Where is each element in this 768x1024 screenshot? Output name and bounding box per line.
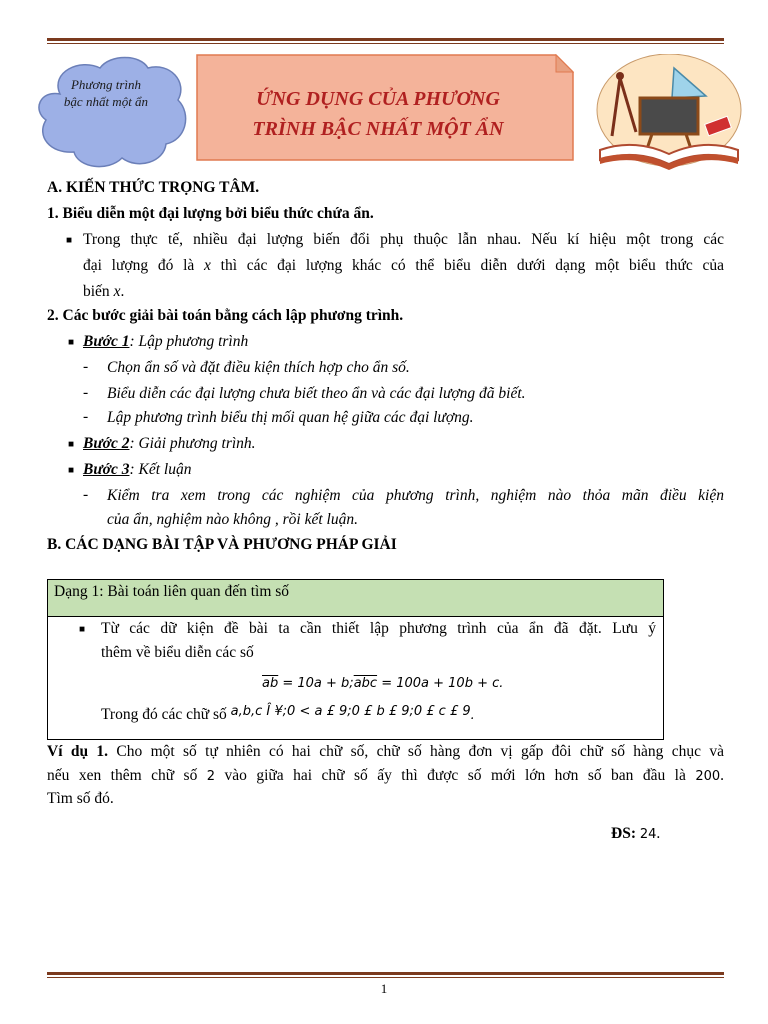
example-line3: Tìm số đó. <box>47 790 114 807</box>
math-tools-illustration <box>594 54 744 172</box>
variable-x-2: x <box>113 283 121 300</box>
step2-label: Bước 2 <box>83 435 130 452</box>
cloud-shape <box>30 54 190 172</box>
subheading-2: 2. Các bước giải bài toán bằng cách lập phương trình. <box>47 307 404 324</box>
step1-label: Bước 1 <box>83 333 130 350</box>
step2 <box>83 434 760 454</box>
example-line2-end: . <box>720 767 725 784</box>
example-line2-a: nếu xen thêm chữ số <box>47 767 198 784</box>
page-number: 1 <box>380 981 388 996</box>
digits-prefix: Trong đó các chữ số <box>101 706 227 723</box>
digits-math: a,b,c Î ¥;0 < a £ 9;0 £ b £ 9;0 £ c £ 9 <box>230 704 471 719</box>
formula-ab: $\overline{ab}$ <box>262 676 279 691</box>
example-label: Ví dụ 1. <box>47 743 109 760</box>
example-line2 <box>47 766 724 787</box>
digits-condition <box>101 705 768 726</box>
step3-item-line1: Kiểm tra xem trong các nghiệm của phương trình, nghiệm nào thỏa mãn điều kiện <box>107 487 724 504</box>
bullet-text-line3-a: biến <box>83 283 110 300</box>
bullet-text-line2 <box>83 256 724 276</box>
cloud-label: Phương trình bậc nhất một ẩn <box>63 77 149 109</box>
step3-item-line2: của ẩn, nghiệm nào không , rồi kết luận. <box>107 511 358 528</box>
step1-item-1: Chọn ẩn số và đặt điều kiện thích hợp cho ẩn số. <box>107 359 410 376</box>
step2-text: : Giải phương trình. <box>129 435 256 452</box>
method-box-title: Dạng 1: Bài toán liên quan đến tìm số <box>54 583 290 600</box>
formula-end: = 100a + 10b + c <box>377 676 500 691</box>
dash-marker: - <box>83 384 89 401</box>
dash-marker: - <box>83 358 89 375</box>
subheading-1: 1. Biểu diễn một đại lượng bởi biểu thức chứa ẩn. <box>47 205 374 222</box>
dash-marker: - <box>83 486 89 503</box>
bullet-text-line2-b: thì các đại lượng khác có thể biểu diễn dưới dạng một biểu thức của <box>220 257 725 274</box>
step1 <box>83 332 760 352</box>
bullet-text-line3 <box>83 282 724 302</box>
example-line1-text: Cho một số tự nhiên có hai chữ số, chữ số hàng đơn vị gấp đôi chữ số hàng chục và <box>116 743 724 760</box>
step3 <box>83 460 760 480</box>
variable-x: x <box>204 257 211 274</box>
step1-text: : Lập phương trình <box>129 333 249 350</box>
square-bullet-icon: ■ <box>68 337 75 348</box>
formula-dot: . <box>499 676 504 691</box>
bullet-text-line3-b: . <box>120 283 125 300</box>
square-bullet-icon: ■ <box>68 439 75 450</box>
dash-marker: - <box>83 408 89 425</box>
answer <box>611 824 724 845</box>
number-formula <box>262 673 768 694</box>
box-bullet-line2: thêm về biểu diễn các số <box>101 644 254 661</box>
step3-text: : Kết luận <box>129 461 192 478</box>
example-number-200: 200 <box>695 769 721 784</box>
step1-item-2: Biểu diễn các đại lượng chưa biết theo ẩn và các đại lượng đã biết. <box>107 385 526 402</box>
top-rule <box>47 38 724 44</box>
example-line1 <box>47 742 724 762</box>
box-bullet-line1: Từ các dữ kiện đề bài ta cần thiết lập phương trình của ẩn đã đặt. Lưu ý <box>101 620 656 637</box>
square-bullet-icon: ■ <box>66 235 73 246</box>
blackboard-icon <box>640 98 698 134</box>
section-a-heading: A. KIẾN THỨC TRỌNG TÂM. <box>47 179 260 196</box>
bullet-text-line2-a: đại lượng đó là <box>83 257 195 274</box>
bottom-rule <box>47 972 724 978</box>
section-b-heading: B. CÁC DẠNG BÀI TẬP VÀ PHƯƠNG PHÁP GIẢI <box>47 536 397 553</box>
answer-dot: . <box>656 825 661 842</box>
formula-abc: $\overline{abc}$ <box>353 676 378 691</box>
answer-value: 24 <box>639 827 657 842</box>
example-digit-2: 2 <box>206 769 216 784</box>
answer-label: ĐS: <box>611 825 636 842</box>
page-title <box>196 84 560 144</box>
square-bullet-icon: ■ <box>68 465 75 476</box>
page-title-line2: TRÌNH BẬC NHẤT MỘT ẨN <box>252 118 504 140</box>
digits-dot: . <box>470 708 475 723</box>
bullet-text-line1: Trong thực tế, nhiều đại lượng biến đổi phụ thuộc lẫn nhau. Nếu kí hiệu một trong các <box>83 231 724 248</box>
step1-item-3: Lập phương trình biểu thị mối quan hệ giữa các đại lượng. <box>107 409 474 426</box>
page-title-line1: ỨNG DỤNG CỦA PHƯƠNG <box>256 88 500 110</box>
square-bullet-icon: ■ <box>79 624 86 635</box>
example-line2-b: vào giữa hai chữ số ấy thì được số mới lớn hơn số ban đầu là <box>224 767 686 784</box>
formula-mid: = 10a + b; <box>278 676 354 691</box>
step3-label: Bước 3 <box>83 461 130 478</box>
